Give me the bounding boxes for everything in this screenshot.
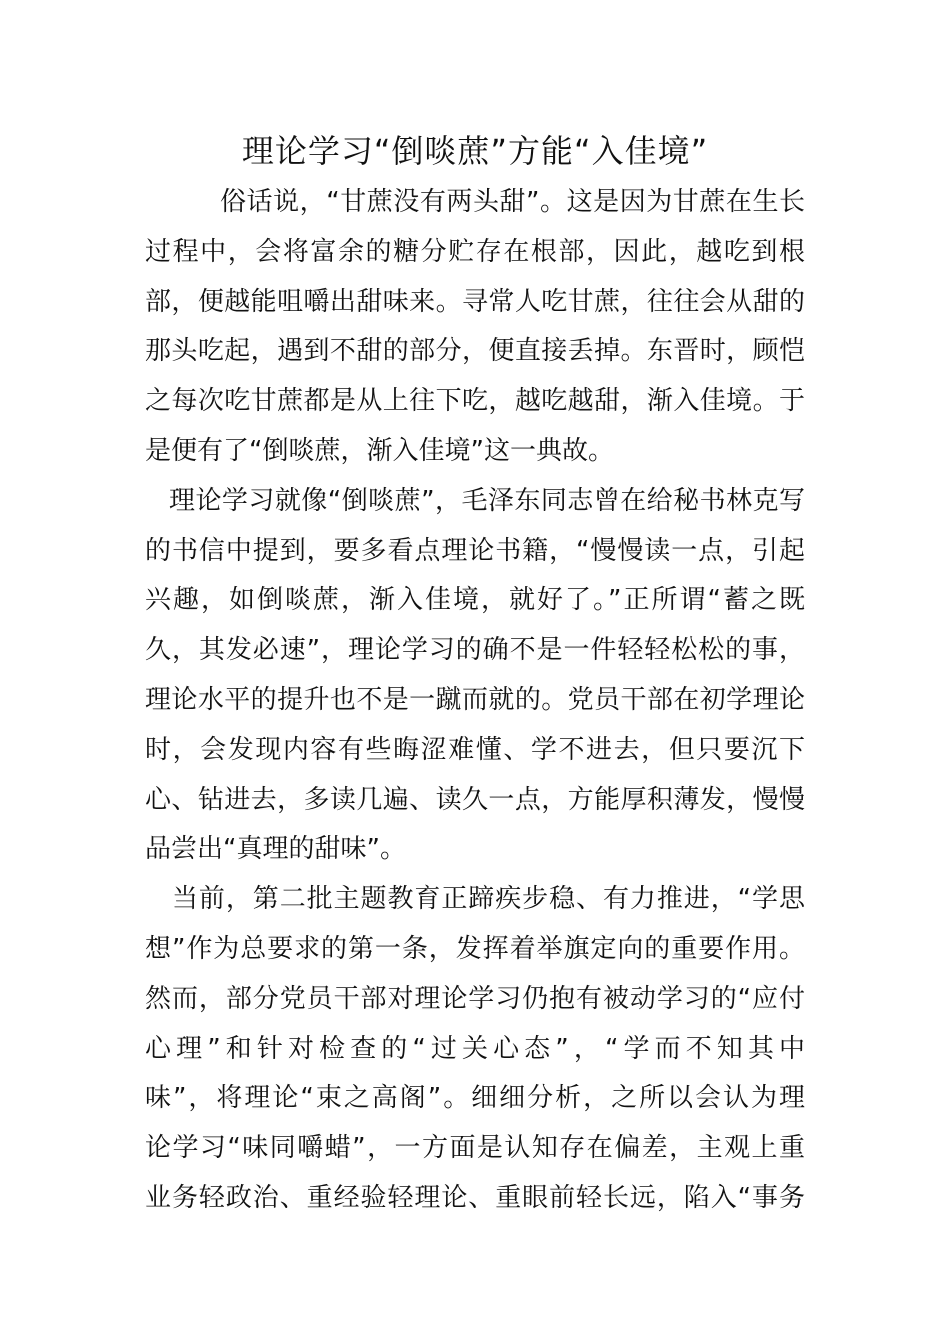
paragraph-3 bbox=[145, 875, 805, 1224]
paragraph-line: 理论水平的提升也不是一蹴而就的。党员干部在初学理论 bbox=[145, 684, 805, 715]
paragraph-line: 论学习“味同嚼蜡”，一方面是认知存在偏差，主观上重 bbox=[145, 1133, 805, 1164]
paragraph-line: 之每次吃甘蔗都是从上往下吃，越吃越甜，渐入佳境。于 bbox=[145, 386, 805, 417]
paragraph-line: 想”作为总要求的第一条，发挥着举旗定向的重要作用。 bbox=[145, 933, 805, 964]
paragraph-line: 味”，将理论“束之高阁”。细细分析，之所以会认为理 bbox=[145, 1083, 805, 1114]
paragraph-line: 理论学习就像“倒啖蔗”，毛泽东同志曾在给秘书林克写 bbox=[169, 485, 805, 516]
paragraph-line: 品尝出“真理的甜味”。 bbox=[145, 834, 406, 865]
paragraph-line: 俗话说，“甘蔗没有两头甜”。这是因为甘蔗在生长 bbox=[220, 187, 805, 217]
document-title: 理论学习“倒啖蔗”方能“入佳境” bbox=[241, 132, 709, 170]
paragraph-line: 久，其发必速”，理论学习的确不是一件轻轻松松的事， bbox=[145, 635, 805, 666]
paragraph-line: 兴趣，如倒啖蔗，渐入佳境，就好了。”正所谓“蓄之既 bbox=[145, 585, 805, 616]
paragraph-line: 那头吃起，遇到不甜的部分，便直接丢掉。东晋时，顾恺 bbox=[145, 336, 805, 367]
paragraph-line: 是便有了“倒啖蔗，渐入佳境”这一典故。 bbox=[145, 435, 614, 466]
paragraph-1 bbox=[145, 178, 805, 477]
paragraph-line: 过程中，会将富余的糖分贮存在根部，因此，越吃到根 bbox=[145, 236, 805, 267]
paragraph-line: 部，便越能咀嚼出甜味来。寻常人吃甘蔗，往往会从甜的 bbox=[145, 286, 805, 317]
paragraph-line: 时，会发现内容有些晦涩难懂、学不进去，但只要沉下 bbox=[145, 734, 805, 765]
paragraph-line: 心理”和针对检查的“过关心态”，“学而不知其中 bbox=[145, 1033, 805, 1064]
paragraph-2 bbox=[145, 477, 805, 875]
paragraph-line: 的书信中提到，要多看点理论书籍，“慢慢读一点，引起 bbox=[145, 535, 805, 566]
document-body bbox=[145, 178, 805, 1224]
paragraph-line: 当前，第二批主题教育正蹄疾步稳、有力推进，“学思 bbox=[172, 884, 805, 915]
paragraph-line: 心、钻进去，多读几遍、读久一点，方能厚积薄发，慢慢 bbox=[145, 784, 805, 815]
paragraph-line: 然而，部分党员干部对理论学习仍抱有被动学习的“应付 bbox=[145, 983, 805, 1014]
paragraph-line: 业务轻政治、重经验轻理论、重眼前轻长远，陷入“事务 bbox=[145, 1182, 805, 1213]
